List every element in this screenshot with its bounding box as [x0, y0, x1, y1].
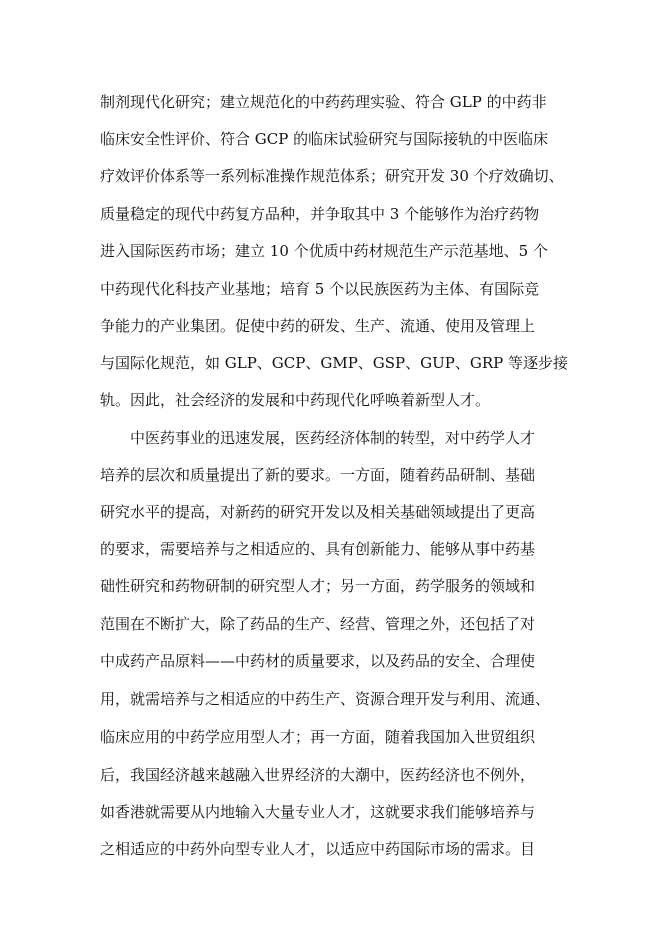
paragraph-1-line-1: 制剂现代化研究；建立规范化的中药药理实验、符合 GLP 的中药非: [100, 93, 547, 111]
paragraph-2-line-8: 用，就需培养与之相适应的中药生产、资源合理开发与利用、流通、: [100, 690, 551, 708]
paragraph-2-line-10: 后，我国经济越来越融入世界经济的大潮中，医药经济也不例外，: [100, 766, 536, 784]
paragraph-1-line-8: 与国际化规范，如 GLP、GCP、GMP、GSP、GUP、GRP 等逐步接: [100, 354, 568, 372]
paragraph-1-line-2: 临床安全性评价、符合 GCP 的临床试验研究与国际接轨的中医临床: [100, 130, 549, 148]
paragraph-2-line-5: 础性研究和药物研制的研究型人才；另一方面，药学服务的领域和: [100, 577, 536, 595]
paragraph-2-line-1: 中医药事业的迅速发展，医药经济体制的转型，对中药学人才: [130, 429, 536, 447]
paragraph-2-line-4: 的要求，需要培养与之相适应的、具有创新能力、能够从事中药基: [100, 540, 536, 558]
paragraph-2-line-2: 培养的层次和质量提出了新的要求。一方面，随着药品研制、基础: [100, 466, 536, 484]
paragraph-2-line-12: 之相适应的中药外向型专业人才，以适应中药国际市场的需求。目: [100, 840, 536, 858]
paragraph-1-line-7: 争能力的产业集团。促使中药的研发、生产、流通、使用及管理上: [100, 317, 536, 335]
paragraph-1-line-5: 进入国际医药市场；建立 10 个优质中药材规范生产示范基地、5 个: [100, 242, 548, 260]
paragraph-2-line-11: 如香港就需要从内地输入大量专业人才，这就要求我们能够培养与: [100, 803, 536, 821]
paragraph-1-line-9: 轨。因此，社会经济的发展和中药现代化呼唤着新型人才。: [100, 391, 491, 409]
paragraph-2-line-3: 研究水平的提高，对新药的研究开发以及相关基础领域提出了更高: [100, 503, 536, 521]
paragraph-2-line-7: 中成药产品原料——中药材的质量要求，以及药品的安全、合理使: [100, 652, 536, 670]
paragraph-1-line-6: 中药现代化科技产业基地；培育 5 个以民族医药为主体、有国际竞: [100, 280, 540, 298]
paragraph-1-line-4: 质量稳定的现代中药复方品种，并争取其中 3 个能够作为治疗药物: [100, 205, 540, 223]
paragraph-2-line-6: 范围在不断扩大，除了药品的生产、经营、管理之外，还包括了对: [100, 615, 536, 633]
paragraph-1-line-3: 疗效评价体系等一系列标准操作规范体系；研究开发 30 个疗效确切、: [100, 167, 564, 185]
paragraph-2-line-9: 临床应用的中药学应用型人才；再一方面，随着我国加入世贸组织: [100, 728, 536, 746]
